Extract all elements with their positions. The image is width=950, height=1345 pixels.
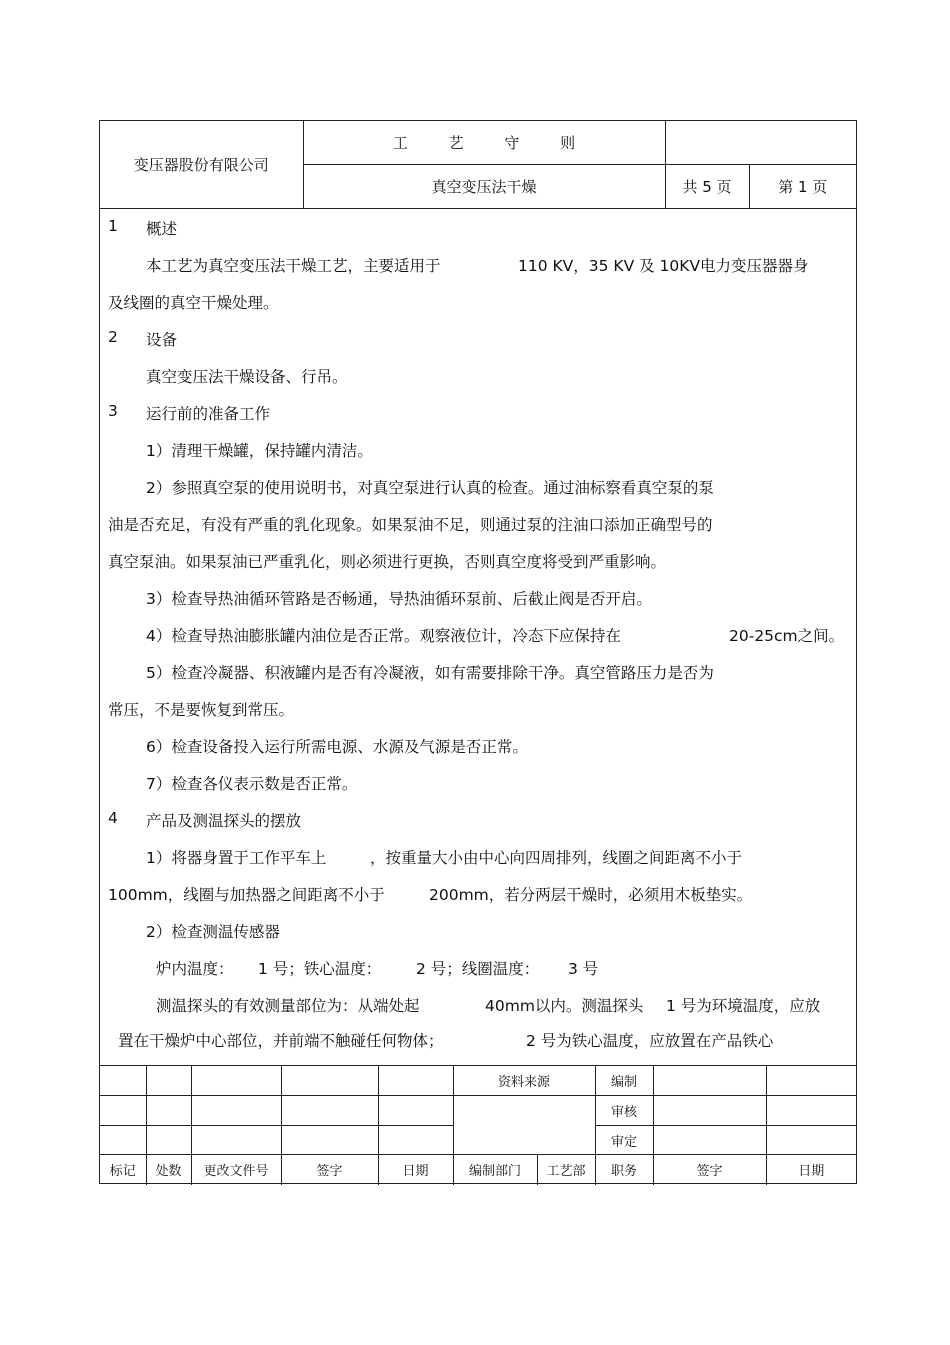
blank-cell — [146, 1096, 191, 1126]
section-3-number: 3 — [108, 402, 118, 420]
section-3-item-5b: 常压，不是要恢复到常压。 — [108, 701, 295, 719]
section-3-item-2c: 真空泵油。如果泵油已严重乳化，则必须进行更换，否则真空度将受到严重影响。 — [108, 553, 667, 571]
blank-cell — [766, 1126, 856, 1155]
temp-coil-number: 3 号 — [568, 960, 599, 978]
blank-cell — [100, 1126, 146, 1155]
probe-text-a: 测温探头的有效测量部位为：从端处起 — [156, 997, 420, 1015]
section-2-text: 真空变压法干燥设备、行吊。 — [146, 368, 348, 386]
section-4-number: 4 — [108, 809, 118, 827]
section-3-item-2b: 油是否充足，有没有严重的乳化现象。如果泵油不足，则通过泵的注油口添加正确型号的 — [108, 516, 713, 534]
sign-label: 签字 — [281, 1155, 378, 1185]
section-3-item-4a: 4）检查导热油膨胀罐内油位是否正常。观察液位计，冷态下应保持在 — [146, 627, 621, 645]
count-label: 处数 — [146, 1155, 191, 1185]
blank-cell — [653, 1126, 766, 1155]
blank-cell — [378, 1126, 453, 1155]
page-number: 第 1 页 — [749, 164, 856, 208]
section-4-item-2: 2）检查测温传感器 — [146, 923, 280, 941]
blank-cell — [653, 1096, 766, 1126]
blank-cell — [281, 1066, 378, 1096]
date-label: 日期 — [378, 1155, 453, 1185]
section-3-item-2a: 2）参照真空泵的使用说明书，对真空泵进行认真的检查。通过油标察看真空泵的泵 — [146, 479, 714, 497]
position-label: 职务 — [595, 1155, 653, 1185]
section-4-item-1a: 1）将器身置于工作平车上 — [146, 849, 327, 867]
blank-cell — [191, 1096, 281, 1126]
source-label: 资料来源 — [453, 1066, 595, 1096]
blank-cell — [146, 1126, 191, 1155]
section-3-title: 运行前的准备工作 — [146, 405, 271, 423]
probe-text-e: 2 号为铁心温度，应放置在产品铁心 — [526, 1032, 774, 1050]
blank-cell — [281, 1126, 378, 1155]
review-label: 审核 — [595, 1096, 653, 1126]
section-2-title: 设备 — [146, 331, 178, 349]
temp-core-label: 1 号；铁心温度： — [258, 960, 382, 978]
section-4-title: 产品及测温探头的摆放 — [146, 812, 302, 830]
probe-text-c: 1 号为环境温度，应放 — [666, 997, 821, 1015]
probe-text-d: 置在干燥炉中心部位，并前端不触碰任何物体； — [118, 1032, 444, 1050]
temp-furnace-label: 炉内温度： — [156, 960, 234, 978]
section-1-title: 概述 — [146, 220, 178, 238]
blank-cell — [378, 1066, 453, 1096]
section-3-item-6: 6）检查设备投入运行所需电源、水源及气源是否正常。 — [146, 738, 528, 756]
doc-title: 真空变压法干燥 — [303, 164, 665, 208]
date-label: 日期 — [766, 1155, 856, 1185]
section-4-item-1d: 200mm，若分两层干燥时，必须用木板垫实。 — [429, 886, 753, 904]
header-blank-cell — [665, 121, 856, 164]
blank-cell — [146, 1066, 191, 1096]
blank-cell — [378, 1096, 453, 1126]
mark-label: 标记 — [100, 1155, 146, 1185]
blank-cell — [100, 1066, 146, 1096]
section-1-number: 1 — [108, 217, 118, 235]
source-value — [453, 1096, 595, 1155]
header-table — [100, 121, 856, 209]
sign-label: 签字 — [653, 1155, 766, 1185]
dept-name: 工艺部 — [537, 1155, 595, 1185]
approve-label: 审定 — [595, 1126, 653, 1155]
blank-cell — [100, 1096, 146, 1126]
blank-cell — [653, 1066, 766, 1096]
section-3-item-7: 7）检查各仪表示数是否正常。 — [146, 775, 358, 793]
section-4-item-1c: 100mm，线圈与加热器之间距离不小于 — [108, 886, 385, 904]
change-doc-label: 更改文件号 — [191, 1155, 281, 1185]
blank-cell — [766, 1066, 856, 1096]
probe-text-b: 40mm以内。测温探头 — [485, 997, 644, 1015]
section-1-text-c: 及线圈的真空干燥处理。 — [108, 294, 279, 312]
blank-cell — [191, 1126, 281, 1155]
company-name: 变压器股份有限公司 — [100, 121, 303, 208]
blank-cell — [191, 1066, 281, 1096]
section-3-item-5a: 5）检查冷凝器、积液罐内是否有冷凝液，如有需要排除干净。真空管路压力是否为 — [146, 664, 714, 682]
section-3-item-1: 1）清理干燥罐，保持罐内清洁。 — [146, 442, 373, 460]
doc-type: 工 艺 守 则 — [303, 121, 665, 164]
section-3-item-3: 3）检查导热油循环管路是否畅通，导热油循环泵前、后截止阀是否开启。 — [146, 590, 652, 608]
blank-cell — [766, 1096, 856, 1126]
compile-dept-label: 编制部门 — [453, 1155, 537, 1185]
document-body — [100, 209, 856, 1065]
temp-coil-label: 2 号；线圈温度： — [416, 960, 540, 978]
compile-label: 编制 — [595, 1066, 653, 1096]
approval-table — [100, 1065, 856, 1185]
section-1-text-a: 本工艺为真空变压法干燥工艺，主要适用于 — [146, 257, 441, 275]
total-pages: 共 5 页 — [665, 164, 749, 208]
section-4-item-1b: ，按重量大小由中心向四周排列，线圈之间距离不小于 — [370, 849, 743, 867]
section-1-text-b: 110 KV，35 KV 及 10KV电力变压器器身 — [518, 257, 809, 275]
section-2-number: 2 — [108, 328, 118, 346]
document-frame — [99, 120, 857, 1184]
blank-cell — [281, 1096, 378, 1126]
section-3-item-4b: 20-25cm之间。 — [729, 627, 845, 645]
